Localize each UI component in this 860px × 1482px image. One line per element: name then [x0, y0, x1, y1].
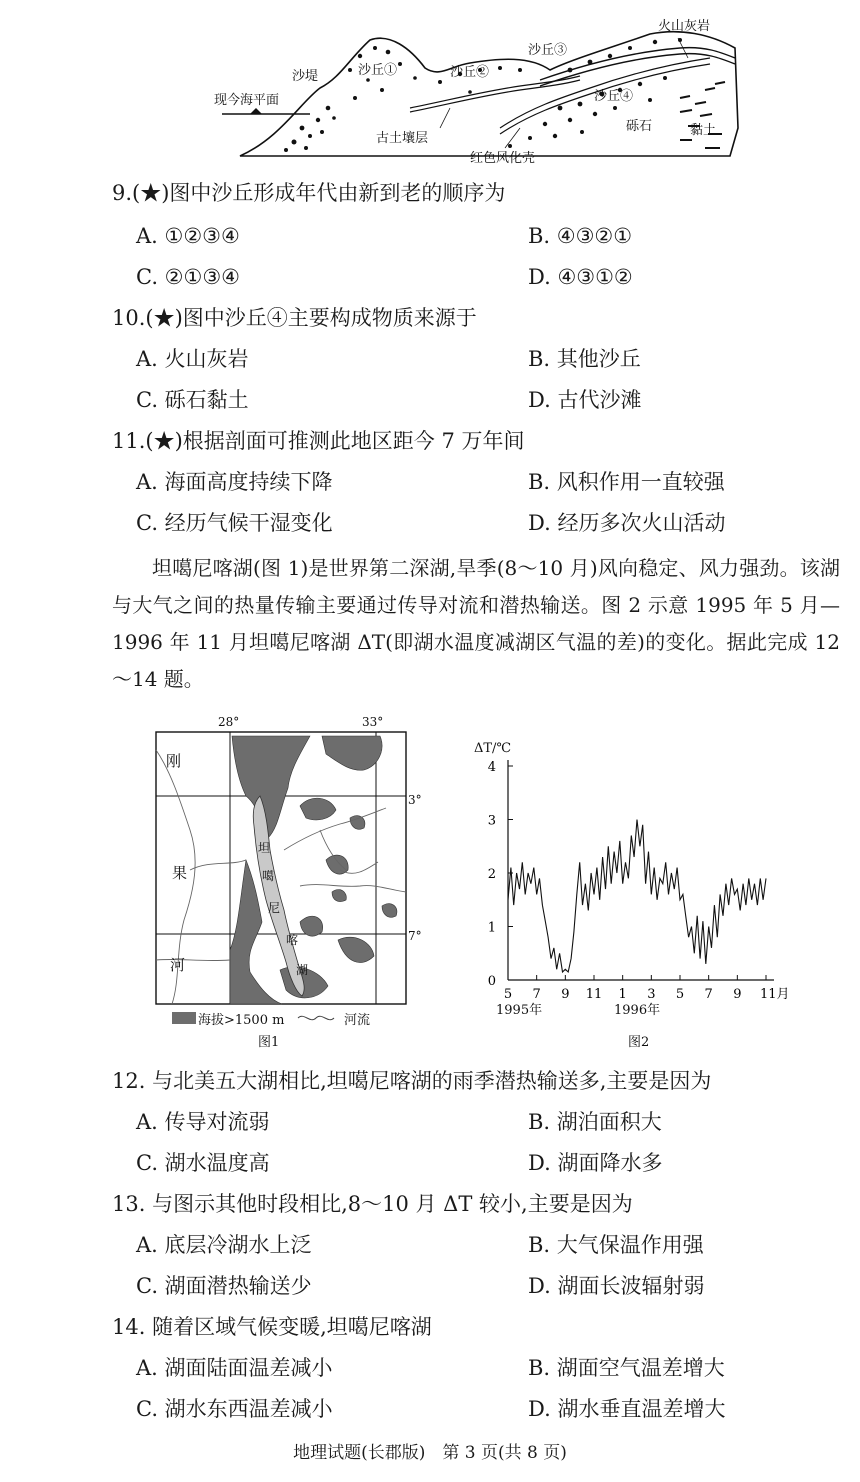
- legend-elevation: 海拔>1500 m: [198, 1013, 285, 1028]
- y-tick-label: 4: [487, 760, 496, 775]
- question-13-stem: 13. 与图示其他时段相比,8～10 月 ΔT 较小,主要是因为: [112, 1192, 633, 1216]
- figure-2-caption: 图2: [628, 1035, 650, 1050]
- question-11-option-b[interactable]: B. 风积作用一直较强: [528, 470, 725, 494]
- label-sea-level: 现今海平面: [214, 93, 280, 108]
- label-volcanic-ash: 火山灰岩: [658, 19, 711, 34]
- year-label-1996: 1996年: [614, 1003, 661, 1018]
- question-14-option-a[interactable]: A. 湖面陆面温差减小: [136, 1356, 333, 1380]
- question-13-option-b[interactable]: B. 大气保温作用强: [528, 1233, 704, 1257]
- lake-char-4: 喀: [286, 933, 299, 947]
- question-9-option-b[interactable]: B. ④③②①: [528, 224, 633, 248]
- question-11-option-d[interactable]: D. 经历多次火山活动: [528, 511, 726, 535]
- question-9-option-c[interactable]: C. ②①③④: [136, 265, 240, 289]
- x-tick-label: 11月: [760, 987, 790, 1002]
- y-tick-label: 0: [487, 974, 496, 989]
- page-footer: 地理试题(长郡版) 第 3 页(共 8 页): [293, 1443, 567, 1463]
- country-char-1: 刚: [166, 752, 182, 770]
- x-tick-label: 3: [647, 987, 656, 1002]
- lat-label-7: 7°: [408, 929, 422, 943]
- label-red-crust: 红色风化壳: [470, 151, 536, 166]
- lon-label-28: 28°: [218, 715, 240, 729]
- tanganyika-map: [150, 710, 420, 1060]
- x-tick-label: 9: [561, 987, 570, 1002]
- figure-1-caption: 图1: [258, 1035, 280, 1050]
- question-12-option-c[interactable]: C. 湖水温度高: [136, 1151, 270, 1175]
- legend-elevation-swatch: [172, 1012, 196, 1024]
- country-char-2: 果: [172, 864, 188, 882]
- question-10-option-d[interactable]: D. 古代沙滩: [528, 388, 642, 412]
- x-tick-label: 5: [675, 987, 685, 1002]
- question-12-stem: 12. 与北美五大湖相比,坦噶尼喀湖的雨季潜热输送多,主要是因为: [112, 1069, 712, 1093]
- label-dune-4: 沙丘④: [594, 89, 634, 104]
- question-11-option-a[interactable]: A. 海面高度持续下降: [136, 470, 333, 494]
- lake-char-5: 湖: [296, 963, 309, 977]
- question-9-option-a[interactable]: A. ①②③④: [136, 224, 240, 248]
- dune-profile-figure: [210, 8, 750, 164]
- question-14-option-b[interactable]: B. 湖面空气温差增大: [528, 1356, 725, 1380]
- delta-t-series-line: [508, 820, 766, 973]
- x-tick-label: 7: [704, 987, 713, 1002]
- x-tick-label: 11: [585, 987, 603, 1002]
- label-paleosol: 古土壤层: [376, 131, 429, 146]
- question-12-option-d[interactable]: D. 湖面降水多: [528, 1151, 663, 1175]
- question-11-option-c[interactable]: C. 经历气候干湿变化: [136, 511, 333, 535]
- label-dune-2: 沙丘②: [450, 65, 490, 80]
- question-13-option-c[interactable]: C. 湖面潜热输送少: [136, 1274, 312, 1298]
- label-sand-bank: 沙堤: [292, 69, 319, 84]
- lon-label-33: 33°: [362, 715, 384, 729]
- x-tick-label: 1: [618, 987, 627, 1002]
- question-10-stem: 10.(★)图中沙丘④主要构成物质来源于: [112, 306, 477, 330]
- question-9-option-d[interactable]: D. ④③①②: [528, 265, 633, 289]
- question-9-stem: 9.(★)图中沙丘形成年代由新到老的顺序为: [112, 181, 506, 205]
- y-tick-label: 2: [487, 867, 496, 882]
- y-tick-label: 3: [487, 813, 496, 829]
- question-14-option-d[interactable]: D. 湖水垂直温差增大: [528, 1397, 726, 1421]
- y-tick-label: 1: [487, 920, 496, 936]
- question-10-option-c[interactable]: C. 砾石黏土: [136, 388, 249, 412]
- question-12-option-a[interactable]: A. 传导对流弱: [136, 1110, 270, 1134]
- lake-char-1: 坦: [258, 841, 271, 855]
- question-12-option-b[interactable]: B. 湖泊面积大: [528, 1110, 662, 1134]
- label-gravel: 砾石: [626, 119, 653, 134]
- lat-label-3: 3°: [408, 793, 422, 807]
- label-dune-1: 沙丘①: [358, 63, 398, 78]
- lake-char-3: 尼: [268, 901, 281, 915]
- x-tick-label: 7: [532, 987, 541, 1002]
- question-10-option-a[interactable]: A. 火山灰岩: [136, 347, 249, 371]
- year-label-1995: 1995年: [496, 1003, 543, 1018]
- lake-char-2: 噶: [262, 869, 275, 883]
- question-14-option-c[interactable]: C. 湖水东西温差减小: [136, 1397, 333, 1421]
- question-11-stem: 11.(★)根据剖面可推测此地区距今 7 万年间: [112, 429, 525, 453]
- chart-ylabel: ΔT/℃: [474, 741, 511, 756]
- country-char-3: 河: [170, 956, 186, 974]
- delta-t-chart: [466, 730, 810, 1060]
- x-tick-label: 9: [733, 987, 742, 1002]
- question-13-option-d[interactable]: D. 湖面长波辐射弱: [528, 1274, 705, 1298]
- x-tick-label: 5: [503, 987, 513, 1002]
- question-14-stem: 14. 随着区域气候变暖,坦噶尼喀湖: [112, 1315, 432, 1339]
- question-13-option-a[interactable]: A. 底层冷湖水上泛: [136, 1233, 312, 1257]
- legend-river: 河流: [344, 1013, 371, 1028]
- reading-passage: [112, 550, 840, 698]
- legend-river-swatch: [298, 1016, 334, 1019]
- label-dune-3: 沙丘③: [528, 43, 568, 58]
- question-10-option-b[interactable]: B. 其他沙丘: [528, 347, 641, 371]
- passage-text: 坦噶尼喀湖(图 1)是世界第二深湖,旱季(8～10 月)风向稳定、风力强劲。该湖与大气之间的热量传输主要通过传导对流和潜热输送。图 2 示意 1995 年 5 月—1996 年 11 月坦噶尼喀湖 ΔT(即湖水温度减湖区气温的差)的变化。据此完成 12～14 题。: [112, 556, 840, 691]
- label-clay: 黏土: [690, 123, 717, 138]
